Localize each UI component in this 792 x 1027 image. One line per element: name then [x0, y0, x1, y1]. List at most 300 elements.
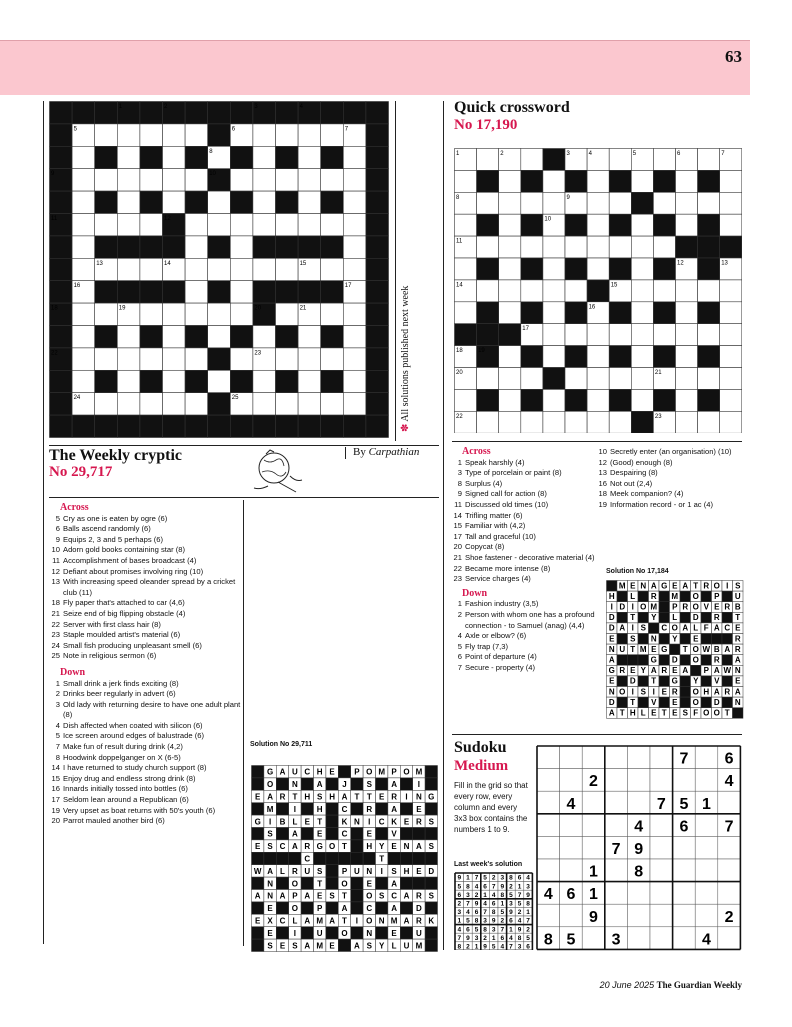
sudoku-cell[interactable]: [537, 769, 560, 792]
grid-cell[interactable]: [185, 348, 208, 370]
grid-cell[interactable]: [321, 214, 344, 236]
grid-cell[interactable]: [230, 303, 253, 325]
grid-cell[interactable]: [455, 389, 477, 411]
sudoku-cell[interactable]: [650, 814, 673, 837]
grid-cell[interactable]: [230, 169, 253, 191]
sudoku-cell[interactable]: [627, 882, 650, 905]
grid-cell[interactable]: [253, 169, 276, 191]
grid-cell[interactable]: [543, 346, 565, 368]
grid-cell[interactable]: [676, 302, 698, 324]
grid-cell[interactable]: [230, 236, 253, 258]
grid-cell[interactable]: [95, 348, 118, 370]
grid-cell[interactable]: [276, 348, 299, 370]
grid-cell[interactable]: [698, 324, 720, 346]
grid-cell[interactable]: [321, 393, 344, 415]
grid-cell[interactable]: [720, 302, 742, 324]
grid-cell[interactable]: [631, 368, 653, 390]
solution-letter: O: [328, 842, 336, 852]
grid-cell[interactable]: [321, 303, 344, 325]
black-cell: [565, 302, 587, 324]
grid-cell[interactable]: [298, 191, 321, 213]
grid-cell[interactable]: [321, 169, 344, 191]
sudoku-cell[interactable]: [582, 791, 605, 814]
grid-cell[interactable]: [455, 302, 477, 324]
sudoku-cell[interactable]: [627, 904, 650, 927]
sudoku-cell[interactable]: [650, 769, 673, 792]
grid-cell[interactable]: [343, 146, 366, 168]
sudoku-cell[interactable]: [627, 791, 650, 814]
grid-cell[interactable]: [298, 169, 321, 191]
grid-cell[interactable]: [455, 170, 477, 192]
sudoku-cell[interactable]: [560, 836, 583, 859]
grid-cell[interactable]: [185, 303, 208, 325]
grid-cell[interactable]: [72, 214, 95, 236]
grid-cell[interactable]: [521, 236, 543, 258]
grid-cell[interactable]: [72, 169, 95, 191]
grid-cell[interactable]: [521, 411, 543, 433]
sudoku-cell[interactable]: [582, 746, 605, 769]
grid-cell[interactable]: [140, 214, 163, 236]
grid-cell[interactable]: [477, 411, 499, 433]
sudoku-cell[interactable]: [605, 859, 628, 882]
sudoku-cell[interactable]: [537, 746, 560, 769]
grid-cell[interactable]: [343, 370, 366, 392]
grid-cell[interactable]: [298, 326, 321, 348]
grid-cell[interactable]: [565, 280, 587, 302]
grid-cell[interactable]: [140, 169, 163, 191]
grid-cell[interactable]: [95, 214, 118, 236]
grid-cell[interactable]: [208, 258, 231, 280]
clue-text: Small fish producing unpleasant smell (6): [63, 640, 202, 650]
grid-cell[interactable]: [343, 326, 366, 348]
grid-cell[interactable]: [298, 348, 321, 370]
grid-cell[interactable]: [631, 389, 653, 411]
black-cell: [477, 258, 499, 280]
grid-cell[interactable]: [521, 149, 543, 171]
sudoku-cell[interactable]: [650, 859, 673, 882]
grid-cell[interactable]: [543, 411, 565, 433]
clue-number: 2: [55, 689, 60, 699]
sudoku-cell[interactable]: [650, 904, 673, 927]
grid-cell[interactable]: [631, 236, 653, 258]
grid-cell[interactable]: [565, 368, 587, 390]
grid-cell[interactable]: [95, 124, 118, 146]
grid-cell[interactable]: [163, 326, 186, 348]
grid-cell[interactable]: [343, 348, 366, 370]
grid-cell[interactable]: [631, 170, 653, 192]
grid-cell[interactable]: [117, 370, 140, 392]
grid-cell[interactable]: [276, 303, 299, 325]
grid-cell[interactable]: [455, 258, 477, 280]
sudoku-cell[interactable]: [582, 927, 605, 950]
grid-cell[interactable]: [676, 192, 698, 214]
grid-cell[interactable]: [499, 170, 521, 192]
grid-cell[interactable]: [185, 258, 208, 280]
grid-cell[interactable]: [343, 258, 366, 280]
sudoku-cell[interactable]: [695, 836, 718, 859]
grid-cell[interactable]: [587, 170, 609, 192]
grid-cell[interactable]: [117, 124, 140, 146]
grid-cell[interactable]: [253, 191, 276, 213]
black-cell: [140, 236, 163, 258]
sudoku-cell[interactable]: [650, 836, 673, 859]
grid-cell[interactable]: [298, 370, 321, 392]
grid-cell[interactable]: [208, 303, 231, 325]
grid-cell[interactable]: [720, 411, 742, 433]
grid-cell[interactable]: [321, 258, 344, 280]
grid-cell[interactable]: [543, 192, 565, 214]
grid-cell[interactable]: [720, 389, 742, 411]
grid-cell[interactable]: [253, 326, 276, 348]
grid-cell[interactable]: [521, 280, 543, 302]
black-cell: [722, 676, 733, 687]
grid-cell[interactable]: [676, 389, 698, 411]
sudoku-cell[interactable]: [560, 769, 583, 792]
grid-cell[interactable]: [321, 124, 344, 146]
sudoku-cell[interactable]: [718, 882, 741, 905]
grid-cell[interactable]: [163, 124, 186, 146]
grid-cell[interactable]: [253, 370, 276, 392]
grid-cell[interactable]: [477, 192, 499, 214]
grid-cell[interactable]: [543, 258, 565, 280]
sudoku-digit: 4: [702, 931, 711, 949]
grid-cell[interactable]: [477, 149, 499, 171]
grid-cell[interactable]: [676, 280, 698, 302]
sudoku-cell[interactable]: [718, 791, 741, 814]
grid-cell[interactable]: [587, 192, 609, 214]
grid-cell[interactable]: [298, 214, 321, 236]
black-cell: [638, 612, 649, 623]
grid-cell[interactable]: [95, 303, 118, 325]
sudoku-cell[interactable]: [650, 927, 673, 950]
grid-cell[interactable]: [609, 368, 631, 390]
sudoku-cell[interactable]: [673, 882, 696, 905]
grid-cell[interactable]: [587, 389, 609, 411]
grid-cell[interactable]: [117, 146, 140, 168]
clue: [452, 553, 600, 564]
grid-cell[interactable]: [117, 191, 140, 213]
grid-cell[interactable]: [477, 368, 499, 390]
grid-cell[interactable]: [72, 146, 95, 168]
grid-cell[interactable]: [163, 393, 186, 415]
grid-cell[interactable]: [653, 192, 675, 214]
grid-cell[interactable]: [276, 124, 299, 146]
grid-cell[interactable]: [720, 280, 742, 302]
grid-cell[interactable]: [72, 191, 95, 213]
grid-cell[interactable]: [676, 346, 698, 368]
black-cell: [680, 676, 691, 687]
grid-cell[interactable]: [676, 170, 698, 192]
sudoku-cell[interactable]: [673, 769, 696, 792]
grid-cell[interactable]: [676, 214, 698, 236]
grid-cell[interactable]: [543, 170, 565, 192]
grid-cell[interactable]: [499, 280, 521, 302]
grid-cell[interactable]: [276, 169, 299, 191]
clue-number: 17: [51, 795, 60, 805]
solution-letter: N: [416, 792, 422, 802]
grid-cell[interactable]: [499, 258, 521, 280]
grid-cell[interactable]: [720, 346, 742, 368]
sudoku-cell[interactable]: [537, 859, 560, 882]
grid-cell[interactable]: [698, 411, 720, 433]
grid-cell[interactable]: [72, 236, 95, 258]
grid-cell[interactable]: [587, 368, 609, 390]
sudoku-cell[interactable]: [582, 836, 605, 859]
grid-cell[interactable]: [653, 236, 675, 258]
grid-cell[interactable]: [343, 393, 366, 415]
grid-cell[interactable]: [587, 346, 609, 368]
grid-cell[interactable]: [343, 191, 366, 213]
grid-cell[interactable]: [230, 214, 253, 236]
grid-cell[interactable]: [140, 124, 163, 146]
quick-grid[interactable]: [454, 148, 742, 433]
grid-cell[interactable]: [185, 214, 208, 236]
grid-cell[interactable]: [140, 258, 163, 280]
grid-cell[interactable]: [609, 192, 631, 214]
black-cell: [659, 591, 670, 602]
grid-cell[interactable]: [72, 326, 95, 348]
sudoku-cell[interactable]: [605, 791, 628, 814]
grid-cell[interactable]: [587, 236, 609, 258]
grid-cell[interactable]: [587, 411, 609, 433]
grid-cell[interactable]: [676, 411, 698, 433]
solution-letter: E: [255, 792, 261, 802]
grid-cell[interactable]: [208, 214, 231, 236]
grid-cell[interactable]: [653, 149, 675, 171]
grid-cell[interactable]: [72, 370, 95, 392]
grid-cell[interactable]: [117, 326, 140, 348]
grid-cell[interactable]: [499, 302, 521, 324]
clue-text: Defiant about promises involving ring (10): [63, 566, 204, 576]
grid-cell[interactable]: [140, 303, 163, 325]
grid-cell[interactable]: [499, 411, 521, 433]
grid-cell[interactable]: [343, 303, 366, 325]
grid-cell[interactable]: [698, 149, 720, 171]
grid-cell[interactable]: [499, 346, 521, 368]
grid-cell[interactable]: [631, 346, 653, 368]
grid-cell[interactable]: [276, 214, 299, 236]
grid-cell[interactable]: [676, 324, 698, 346]
grid-cell[interactable]: [543, 324, 565, 346]
sudoku-cell[interactable]: [560, 814, 583, 837]
grid-cell[interactable]: [543, 302, 565, 324]
sudoku-cell[interactable]: [695, 814, 718, 837]
grid-cell[interactable]: [163, 348, 186, 370]
grid-cell[interactable]: [298, 146, 321, 168]
grid-cell[interactable]: [543, 236, 565, 258]
sudoku-cell[interactable]: [673, 927, 696, 950]
solution-letter: O: [692, 644, 699, 654]
grid-cell[interactable]: [565, 411, 587, 433]
sudoku-cell[interactable]: [695, 904, 718, 927]
grid-cell[interactable]: [253, 258, 276, 280]
sudoku-digit: 3: [466, 891, 470, 899]
grid-cell[interactable]: [631, 324, 653, 346]
grid-cell[interactable]: [698, 368, 720, 390]
grid-cell[interactable]: [276, 393, 299, 415]
sudoku-cell[interactable]: [605, 746, 628, 769]
sudoku-digit: 5: [517, 900, 522, 908]
sudoku-grid[interactable]: [536, 745, 743, 952]
grid-cell[interactable]: [698, 280, 720, 302]
sudoku-cell[interactable]: [673, 904, 696, 927]
sudoku-cell[interactable]: [650, 746, 673, 769]
sudoku-cell[interactable]: [582, 814, 605, 837]
grid-cell[interactable]: [185, 281, 208, 303]
grid-cell[interactable]: [720, 368, 742, 390]
black-cell: [163, 281, 186, 303]
grid-cell[interactable]: [587, 324, 609, 346]
clue-number: 14: [453, 510, 462, 520]
sudoku-cell[interactable]: [695, 882, 718, 905]
sudoku-cell[interactable]: [605, 882, 628, 905]
grid-cell[interactable]: [117, 348, 140, 370]
grid-cell[interactable]: [163, 191, 186, 213]
grid-cell[interactable]: [117, 169, 140, 191]
grid-cell[interactable]: [72, 348, 95, 370]
sudoku-cell[interactable]: [695, 859, 718, 882]
grid-cell[interactable]: [609, 149, 631, 171]
black-cell: [653, 214, 675, 236]
solution-letter: G: [316, 842, 323, 852]
grid-cell[interactable]: [117, 258, 140, 280]
sudoku-cell[interactable]: [718, 927, 741, 950]
grid-cell[interactable]: [587, 214, 609, 236]
sudoku-cell[interactable]: [627, 746, 650, 769]
grid-cell[interactable]: [117, 214, 140, 236]
sudoku-cell[interactable]: [718, 859, 741, 882]
grid-cell[interactable]: [609, 324, 631, 346]
grid-cell[interactable]: [631, 302, 653, 324]
grid-cell[interactable]: [720, 170, 742, 192]
sudoku-cell[interactable]: [605, 769, 628, 792]
grid-cell[interactable]: [208, 370, 231, 392]
grid-cell[interactable]: [698, 192, 720, 214]
sudoku-cell[interactable]: [627, 769, 650, 792]
sudoku-cell[interactable]: [537, 814, 560, 837]
grid-cell[interactable]: [298, 124, 321, 146]
sudoku-cell[interactable]: [560, 904, 583, 927]
sudoku-cell[interactable]: [537, 836, 560, 859]
grid-cell[interactable]: [343, 214, 366, 236]
grid-cell[interactable]: [185, 236, 208, 258]
sudoku-cell[interactable]: [537, 904, 560, 927]
grid-cell[interactable]: [720, 192, 742, 214]
black-cell: [366, 169, 389, 191]
grid-cell[interactable]: [208, 191, 231, 213]
grid-cell[interactable]: [163, 146, 186, 168]
grid-cell[interactable]: [521, 368, 543, 390]
grid-cell[interactable]: [499, 214, 521, 236]
grid-cell[interactable]: [276, 258, 299, 280]
grid-cell[interactable]: [609, 236, 631, 258]
grid-cell[interactable]: [208, 326, 231, 348]
grid-cell[interactable]: [609, 411, 631, 433]
grid-cell[interactable]: [565, 236, 587, 258]
sudoku-cell[interactable]: [560, 746, 583, 769]
solution-letter: A: [619, 623, 626, 633]
sudoku-cell[interactable]: [673, 859, 696, 882]
grid-cell[interactable]: [253, 393, 276, 415]
solution-letter: N: [378, 916, 385, 926]
grid-cell[interactable]: [543, 389, 565, 411]
sudoku-cell[interactable]: [650, 882, 673, 905]
grid-cell[interactable]: [95, 393, 118, 415]
grid-cell[interactable]: [477, 280, 499, 302]
grid-cell[interactable]: [321, 348, 344, 370]
clue-text: Type of porcelain or paint (8): [465, 468, 562, 478]
grid-cell[interactable]: [631, 258, 653, 280]
grid-cell[interactable]: [140, 393, 163, 415]
grid-cell[interactable]: [720, 324, 742, 346]
grid-cell[interactable]: [521, 192, 543, 214]
clue-text: Meek companion? (4): [610, 489, 684, 499]
grid-cell[interactable]: [253, 124, 276, 146]
sudoku-cell[interactable]: [537, 791, 560, 814]
sudoku-cell[interactable]: [560, 859, 583, 882]
clue-text: Tall and graceful (10): [465, 531, 536, 541]
grid-cell[interactable]: [631, 214, 653, 236]
sudoku-cell[interactable]: [673, 836, 696, 859]
grid-cell[interactable]: [587, 258, 609, 280]
grid-cell[interactable]: [163, 370, 186, 392]
sudoku-cell[interactable]: [718, 836, 741, 859]
solution-letter: E: [366, 829, 372, 839]
grid-cell[interactable]: [253, 146, 276, 168]
grid-cell[interactable]: [72, 303, 95, 325]
sudoku-cell[interactable]: [695, 769, 718, 792]
grid-cell[interactable]: [185, 124, 208, 146]
grid-cell[interactable]: [499, 389, 521, 411]
clue-number: 8: [457, 478, 462, 488]
grid-cell[interactable]: [95, 169, 118, 191]
grid-cell[interactable]: [499, 236, 521, 258]
grid-cell[interactable]: [477, 236, 499, 258]
sudoku-cell[interactable]: [605, 904, 628, 927]
grid-cell[interactable]: [230, 348, 253, 370]
clue-text: Secretly enter (an organisation) (10): [610, 447, 732, 456]
grid-cell[interactable]: [163, 169, 186, 191]
grid-cell[interactable]: [185, 169, 208, 191]
grid-cell[interactable]: [499, 368, 521, 390]
grid-cell[interactable]: [117, 393, 140, 415]
grid-cell[interactable]: [720, 214, 742, 236]
grid-cell[interactable]: [163, 303, 186, 325]
grid-cell[interactable]: [653, 280, 675, 302]
grid-cell[interactable]: [253, 214, 276, 236]
grid-cell[interactable]: [140, 348, 163, 370]
grid-cell[interactable]: [631, 280, 653, 302]
sudoku-cell[interactable]: [627, 927, 650, 950]
grid-cell[interactable]: [298, 393, 321, 415]
grid-cell[interactable]: [565, 324, 587, 346]
grid-cell[interactable]: [343, 169, 366, 191]
grid-cell[interactable]: [343, 236, 366, 258]
grid-cell[interactable]: [72, 258, 95, 280]
grid-cell[interactable]: [185, 393, 208, 415]
sudoku-cell[interactable]: [695, 746, 718, 769]
grid-cell[interactable]: [230, 258, 253, 280]
grid-cell[interactable]: [676, 368, 698, 390]
grid-cell[interactable]: [653, 324, 675, 346]
cryptic-grid[interactable]: [49, 101, 389, 439]
grid-cell[interactable]: [543, 280, 565, 302]
grid-cell[interactable]: [499, 192, 521, 214]
sudoku-cell[interactable]: [605, 814, 628, 837]
grid-cell[interactable]: [230, 281, 253, 303]
clue-number: 13: [51, 577, 60, 587]
grid-cell[interactable]: [455, 214, 477, 236]
